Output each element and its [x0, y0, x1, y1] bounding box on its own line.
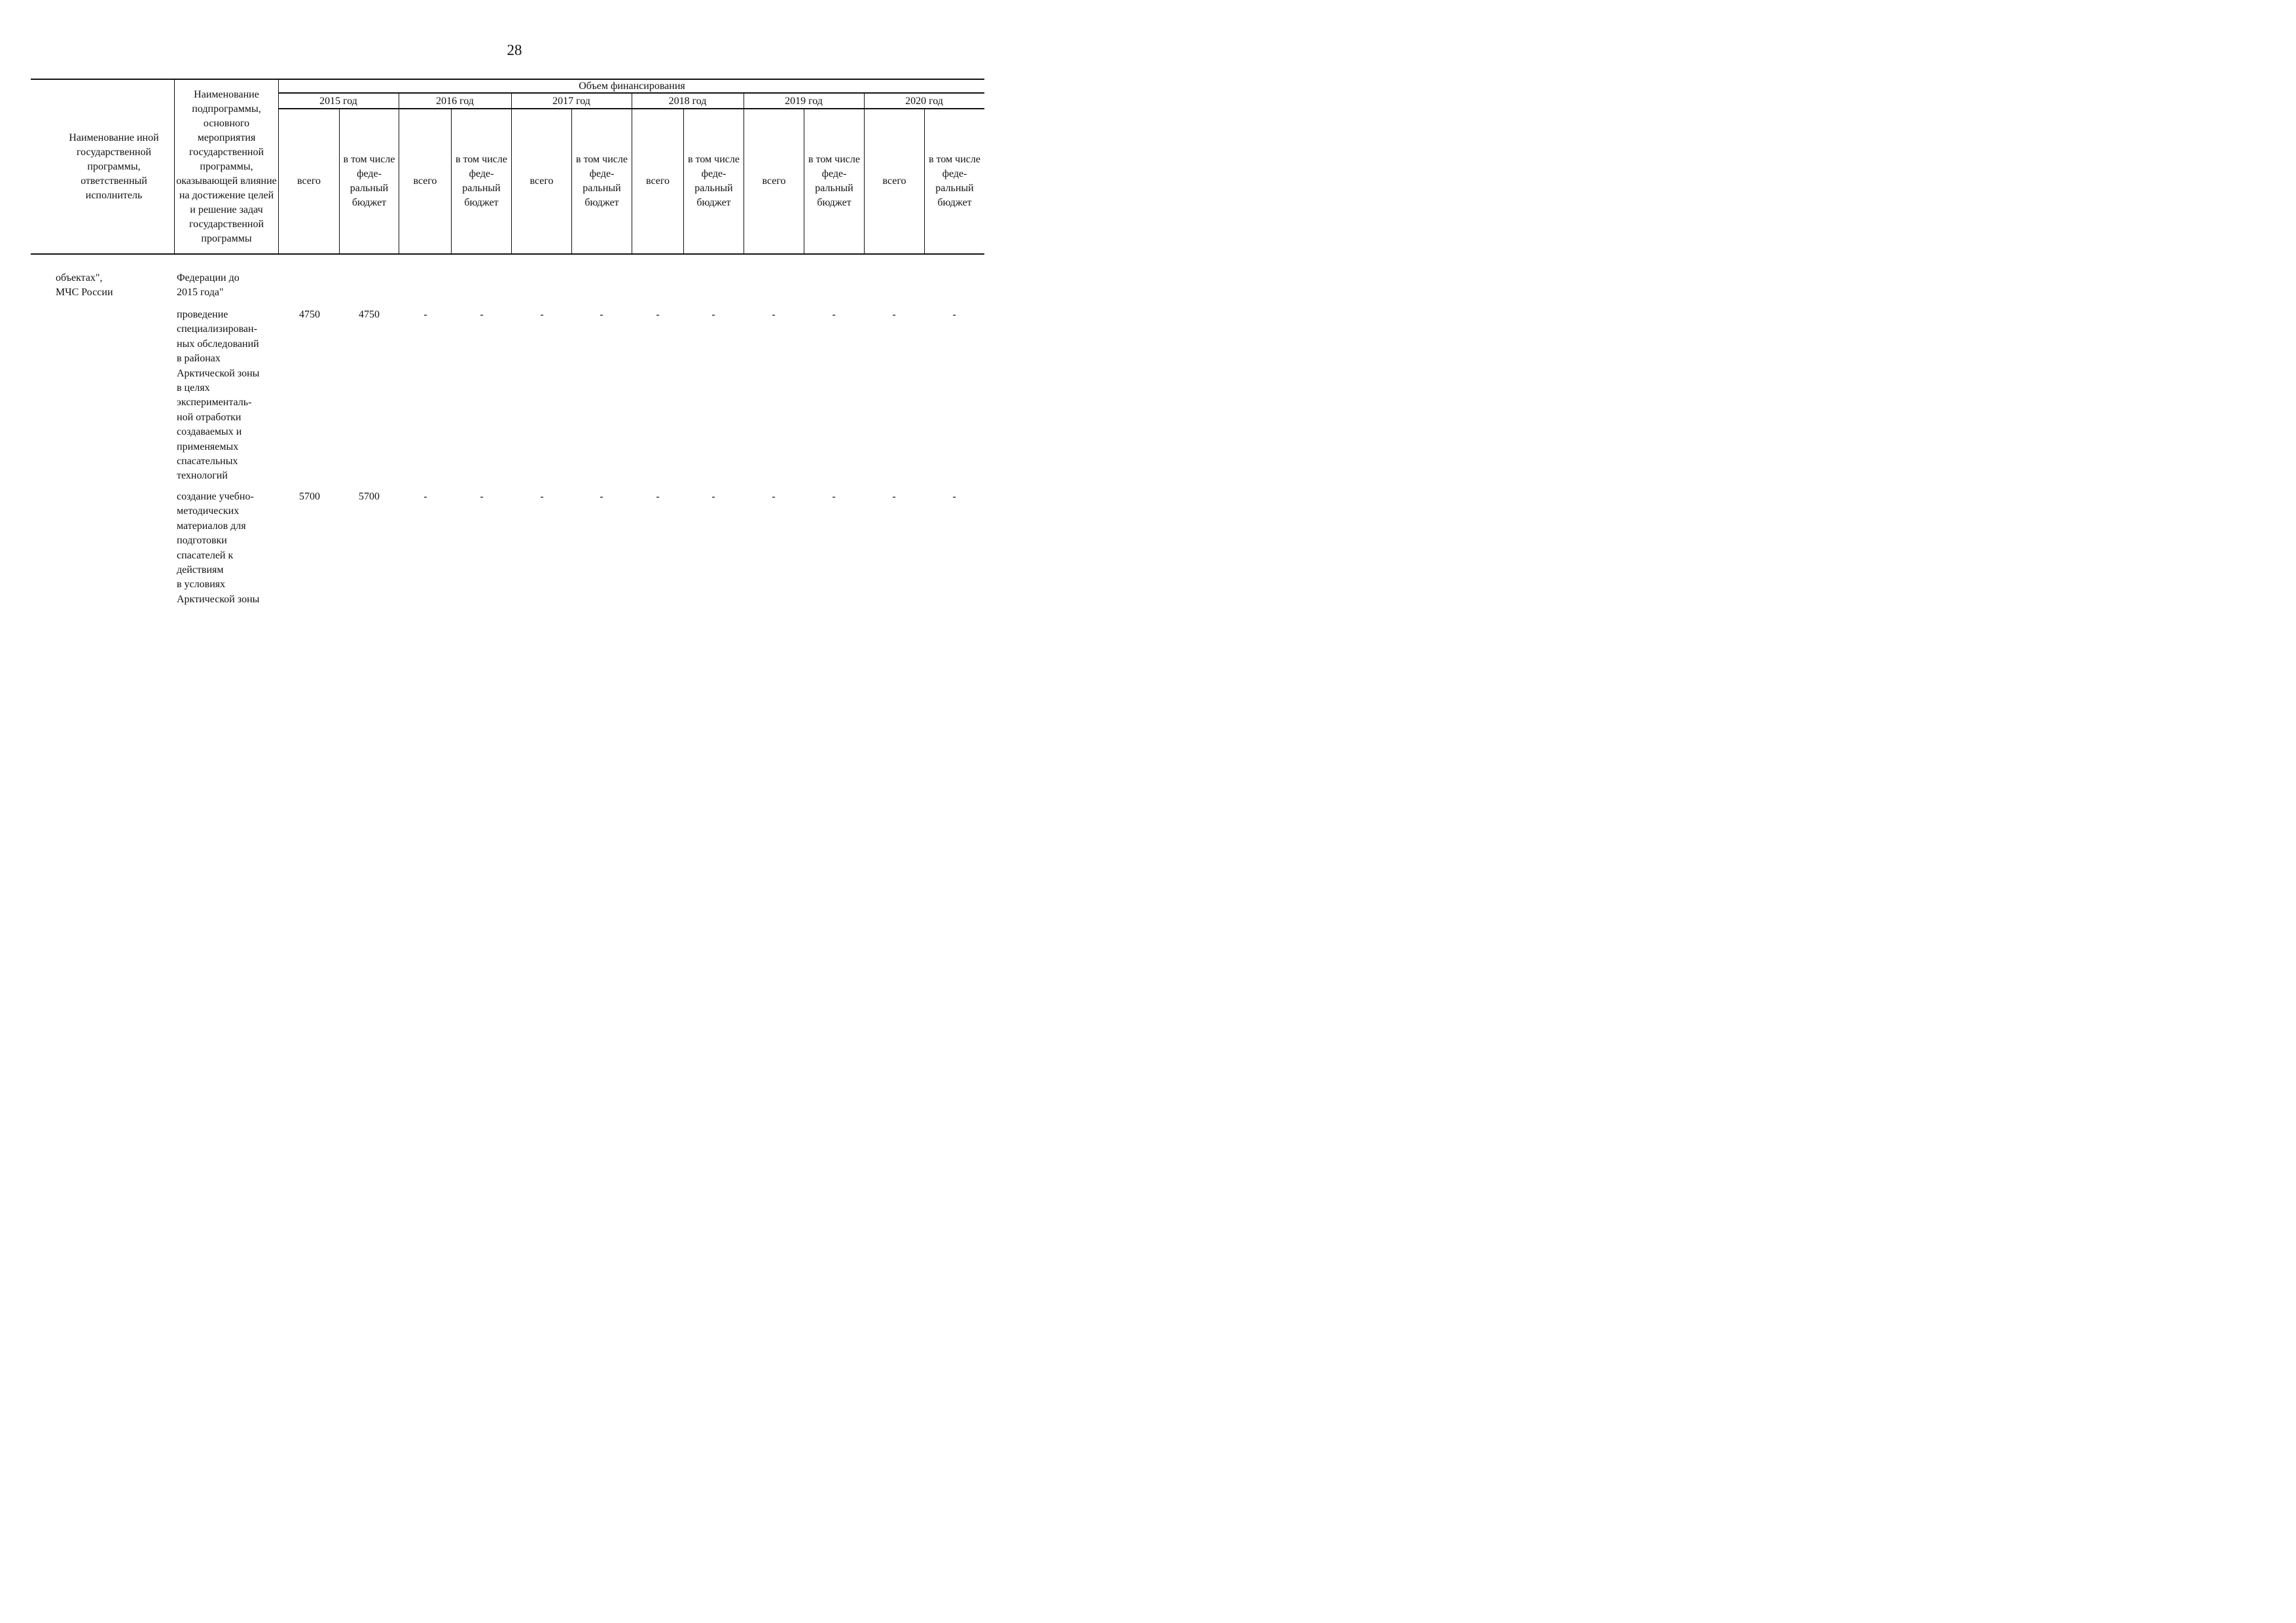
row-value: - — [600, 491, 603, 502]
header-subprogram-cell — [176, 80, 277, 253]
row-value: - — [772, 309, 776, 320]
header-federal-cell — [684, 109, 744, 253]
header-financing-title: Объем финансирования — [579, 81, 685, 92]
header-year-0: 2015 год — [319, 96, 357, 107]
header-federal-cell — [572, 109, 632, 253]
row-value: - — [711, 491, 715, 502]
header-federal-cell — [925, 109, 984, 253]
header-year-5: 2020 год — [905, 96, 943, 107]
row-value: - — [540, 491, 544, 502]
header-federal-label: в том числе феде-ральный бюджет — [688, 154, 740, 208]
row-value: 4750 — [359, 309, 380, 320]
row-value: - — [772, 491, 776, 502]
row-value: - — [480, 309, 484, 320]
header-total-cell — [632, 109, 683, 253]
row-value: - — [540, 309, 544, 320]
row-value: - — [952, 491, 956, 502]
header-federal-cell — [452, 109, 511, 253]
page-number: 28 — [507, 42, 522, 58]
row-value: - — [832, 309, 836, 320]
header-year-2: 2017 год — [552, 96, 590, 107]
program-cell: объектах", МЧС России — [56, 272, 113, 299]
header-year-3: 2018 год — [668, 96, 707, 107]
row-value: - — [892, 309, 896, 320]
row-value: 4750 — [299, 309, 320, 320]
row-value: - — [832, 491, 836, 502]
row-name: проведение специализирован- ных обследований в районах Арктической зоны в целях эксперименталь- ной отработки создаваемых и применяемых спасательных технологий — [177, 309, 260, 482]
header-total-label: всего — [882, 175, 906, 187]
header-year-4: 2019 год — [785, 96, 823, 107]
header-total-cell — [279, 109, 339, 253]
header-federal-label: в том числе феде-ральный бюджет — [576, 154, 628, 208]
row-value: 5700 — [359, 491, 380, 502]
row-value: - — [423, 491, 427, 502]
row-value: - — [711, 309, 715, 320]
header-total-label: всего — [645, 175, 670, 187]
header-federal-label: в том числе феде-ральный бюджет — [343, 154, 395, 208]
row-value: - — [480, 491, 484, 502]
header-program-label: Наименование иной государственной программы, ответственный исполнитель — [69, 132, 159, 201]
header-total-label: всего — [762, 175, 786, 187]
subprogram-continued: Федерации до 2015 года" — [177, 272, 240, 299]
header-federal-label: в том числе феде-ральный бюджет — [929, 154, 980, 208]
header-total-label: всего — [529, 175, 554, 187]
row-value: 5700 — [299, 491, 320, 502]
row-value: - — [423, 309, 427, 320]
header-federal-label: в том числе феде-ральный бюджет — [808, 154, 860, 208]
row-name: создание учебно- методических материалов для подготовки спасателей к действиям в условиях Арктической зоны — [177, 491, 260, 605]
row-value: - — [952, 309, 956, 320]
row-value: - — [600, 309, 603, 320]
row-value: - — [656, 491, 660, 502]
header-federal-label: в том числе феде-ральный бюджет — [456, 154, 507, 208]
header-federal-cell — [804, 109, 864, 253]
header-subprogram-label: Наименование подпрограммы, основного мероприятия государственной программы, оказывающей влияние на достижение целей и решение задач государственной программы — [176, 88, 277, 244]
header-total-label: всего — [296, 175, 321, 187]
header-total-cell — [865, 109, 924, 253]
row-value: - — [656, 309, 660, 320]
header-total-cell — [744, 109, 804, 253]
header-total-cell — [512, 109, 571, 253]
row-value: - — [892, 491, 896, 502]
header-total-cell — [399, 109, 451, 253]
header-program-cell — [56, 80, 172, 253]
header-year-1: 2016 год — [436, 96, 474, 107]
header-federal-cell — [340, 109, 399, 253]
header-total-label: всего — [413, 175, 437, 187]
